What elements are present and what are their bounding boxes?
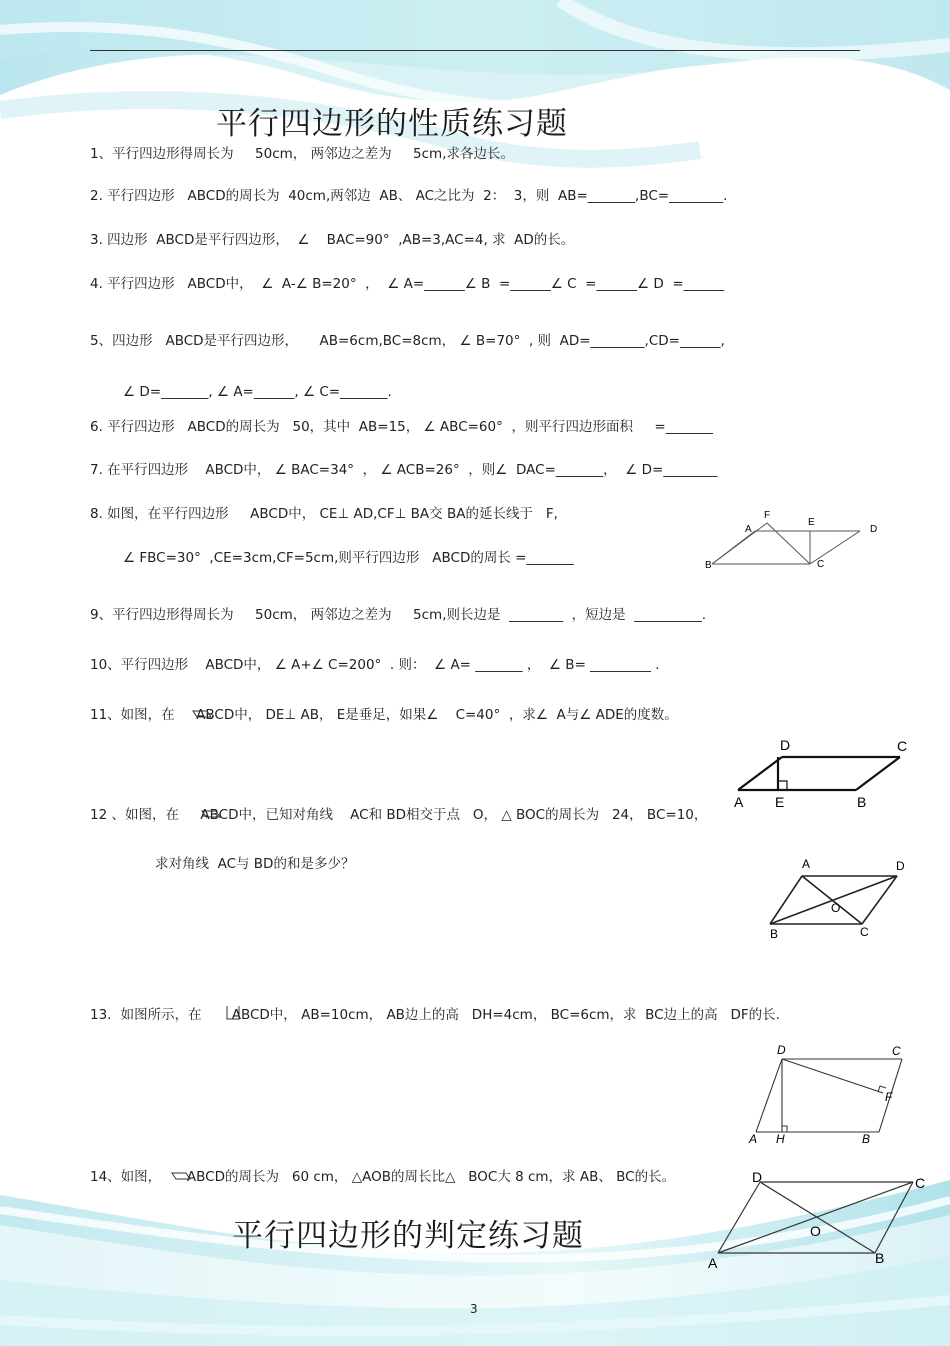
fig13-label-a: A [749,1132,758,1146]
figure-13 [740,1040,920,1150]
fig11-label-e: E [775,794,785,810]
fig8-label-d: D [870,524,878,535]
fig12-label-o: O [831,901,841,915]
question-8-line1: 8. 如图，在平行四边形 ABCD中， CE⊥ AD,CF⊥ BA交 BA的延长线于 F, [90,506,558,522]
title-judgment: 平行四边形的判定练习题 [232,1218,584,1254]
figure-12 [760,855,920,945]
question-5-line1: 5、四边形 ABCD是平行四边形， AB=6cm,BC=8cm， ∠ B=70° , 则 AD=________,CD=______, [90,333,725,349]
question-12-line1: 12 、如图，在 ABCD中，已知对角线 AC和 BD相交于点 O， △ BOC的周长为 24， BC=10， [90,807,708,823]
question-14: 14、如图， ABCD的周长为 60 cm， △AOB的周长比△ BOC大 8 cm，求 AB、 BC的长。 [90,1169,676,1185]
fig12-label-c: C [860,925,869,939]
parallelogram-symbol [201,809,221,819]
fig14-label-o: O [810,1223,821,1239]
fig8-label-e: E [808,517,815,528]
question-6: 6. 平行四边形 ABCD的周长为 50，其中 AB=15， ∠ ABC=60° ，则平行四边形面积 =_______ [90,419,713,435]
fig11-label-d: D [780,737,791,753]
fig11-label-c: C [897,738,908,754]
header-rule [90,50,860,51]
fig12-label-b: B [770,927,779,941]
fig12-label-d: D [896,859,905,873]
parallelogram-symbol [171,1171,191,1181]
fig8-label-a: A [745,524,752,535]
fig8-label-b: B [705,560,712,571]
question-4: 4. 平行四边形 ABCD中， ∠ A-∠ B=20° ， ∠ A=______∠ B =______∠ C =______∠ D =______ [90,276,725,292]
question-1: 1、平行四边形得周长为 50cm， 两邻边之差为 5cm,求各边长。 [90,146,514,162]
fig13-label-h: H [776,1132,785,1146]
fig14-label-b: B [875,1250,885,1266]
fig13-label-b: B [862,1132,871,1146]
question-8-line2: ∠ FBC=30° ,CE=3cm,CF=5cm,则平行四边形 ABCD的周长 =_______ [123,550,574,566]
fig13-label-f: F [885,1090,893,1104]
question-3: 3. 四边形 ABCD是平行四边形， ∠ BAC=90° ,AB=3,AC=4, 求 AD的长。 [90,232,575,248]
fig14-label-d: D [752,1169,763,1185]
page-number: 3 [470,1302,478,1316]
question-2: 2. 平行四边形 ABCD的周长为 40cm,两邻边 AB、 AC之比为 2： 3，则 AB=_______,BC=________. [90,188,728,204]
parallelogram-symbol [225,1005,241,1021]
fig14-label-c: C [915,1175,926,1191]
figure-8 [700,505,890,575]
title-properties: 平行四边形的性质练习题 [216,106,568,142]
question-13: 13．如图所示，在 ABCD中， AB=10cm， AB边上的高 DH=4cm， BC=6cm，求 BC边上的高 DF的长. [90,1007,780,1023]
fig13-label-c: C [892,1044,901,1058]
question-12-line2: 求对角线 AC与 BD的和是多少？ [155,856,355,872]
question-7: 7. 在平行四边形 ABCD中， ∠ BAC=34° ， ∠ ACB=26° ，则∠ DAC=_______， ∠ D=________ [90,462,718,478]
fig14-label-a: A [708,1255,718,1271]
fig11-label-b: B [857,794,867,810]
figure-14 [700,1165,935,1275]
question-9: 9、平行四边形得周长为 50cm， 两邻边之差为 5cm,则长边是 ________ ，短边是 __________. [90,607,707,623]
fig8-label-f: F [764,510,771,521]
question-11: 11、如图，在 ABCD中， DE⊥ AB， E是垂足，如果∠ C=40° ，求∠ A与∠ ADE的度数。 [90,707,678,723]
question-5-line2: ∠ D=_______, ∠ A=______, ∠ C=_______. [123,384,392,400]
fig8-label-c: C [817,559,825,570]
figure-11 [730,735,920,813]
question-10: 10、平行四边形 ABCD中， ∠ A+∠ C=200° . 则： ∠ A= _______ ， ∠ B= _________ . [90,657,660,673]
fig11-label-a: A [734,794,744,810]
fig12-label-a: A [802,857,811,871]
parallelogram-symbol [192,709,212,719]
fig13-label-d: D [777,1043,786,1057]
